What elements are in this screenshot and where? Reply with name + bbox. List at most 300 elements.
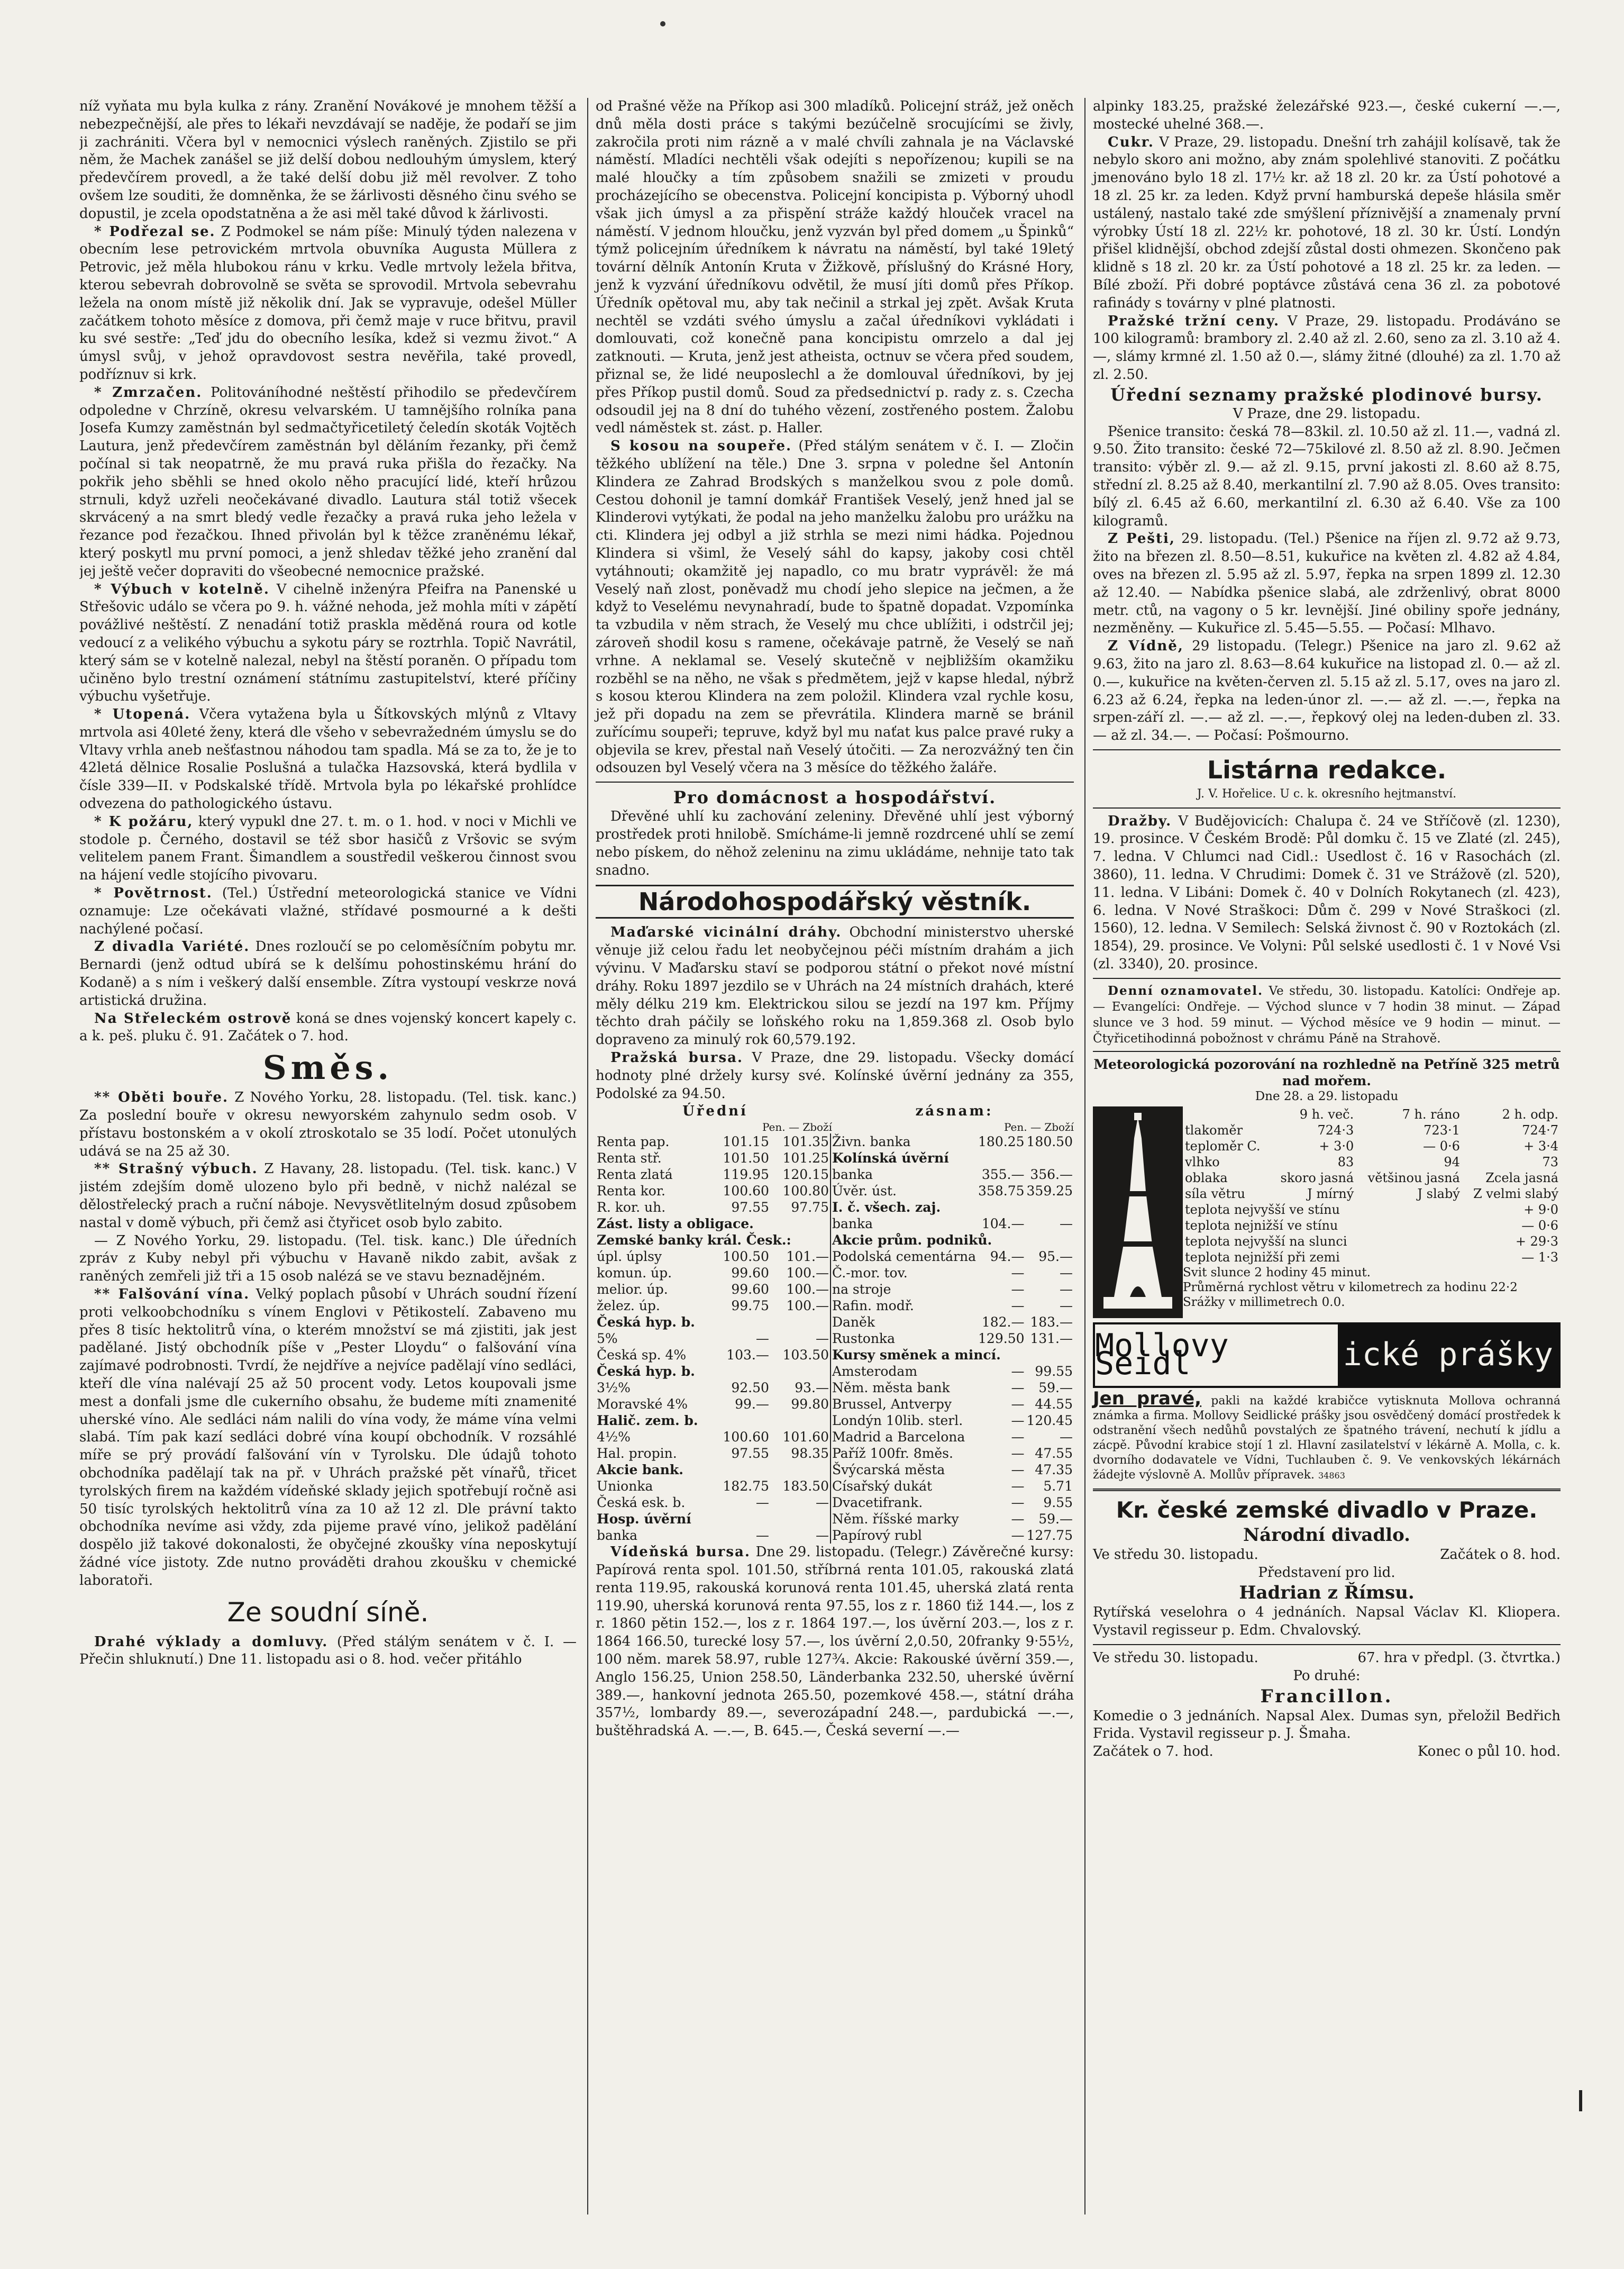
quote-value: 100.50: [723, 1249, 769, 1265]
quote-row: [831, 1150, 1074, 1166]
quote-label: Renta kor.: [597, 1183, 665, 1199]
quote-row: [596, 1215, 831, 1232]
article-heading: Cukr.: [1108, 134, 1154, 150]
meteo-label: teplota nejnižší při zemi: [1185, 1249, 1340, 1265]
theatre-1-desc: Rytířská veselohra o 4 jednáních. Napsal Václav Kl. Kliopera. Vystavil regisseur p. Edm. Chvalovský.: [1093, 1604, 1561, 1639]
article-body: koná se dnes vojenský koncert kapely c. a k. peš. pluku č. 91. Začátek o 7. hod.: [79, 1010, 577, 1045]
quote-value: 355.—: [981, 1167, 1025, 1183]
quote-label: Podolská cementárna: [832, 1249, 977, 1265]
article-body: který vypukl dne 27. t. m. o 1. hod. v noci v Michli ve stodole p. Černého, dostavil se též sbor hasičů z Vršovic se svým velitelem panem Frant. Šimandlem a soustředil veškerou činnost svou na hájení vedle stojícího pivovaru.: [79, 813, 577, 884]
listarna-sub: J. V. Hořelice. U c. k. okresního hejtmanství.: [1197, 787, 1457, 801]
quote-label: banka: [832, 1167, 873, 1183]
quote-row: [596, 1314, 831, 1330]
quote-value: 131.—: [1030, 1331, 1073, 1347]
meteo-temp-row: [1183, 1249, 1561, 1265]
section-title-vestnik: Národohospodářský věstník.: [596, 885, 1074, 919]
article-body: Politováníhodné neštěstí přihodilo se předevčírem odpoledne v Chrzíně, okresu velvarském. U tamnějšího rolníka pana Josefa Kumzy zaměstnán byl sedmačtyřicetiletý čeledín skoták Vojtěch Lautura, jenž předevčírem zaměstnán byl děláním řezanky, při čemž počínal si tak neopatrně, že mu pravá ruka přišla do řezačky. Na pokřik jeho sběhli se hned okolo něho pracující lidé, kteří hrůzou strnuli, když uzřeli neočekávané divadlo. Lautura stál totiž všecek skrvácený a na smrt bledý vedle řezačky a pravá ruka jeho ležela v řezance pod řezačkou. Ihned přivolán byl k těžce zraněnému lékař, který poskytl mu první pomoci, a jenž shledav těžké jeho zranění dal jej ještě večer dopraviti do všeobecné nemocnice pražské.: [79, 384, 577, 579]
meteo-rows: [1183, 1122, 1561, 1202]
quote-value: 180.25: [978, 1134, 1025, 1150]
quote-value: 9.55: [1043, 1495, 1073, 1511]
quote-value: —: [1011, 1495, 1025, 1511]
meteo-title: Meteorologická pozorování na rozhledně na Petříně 325 metrů nad mořem.: [1093, 1056, 1560, 1088]
article-heading: * Podřezal se.: [94, 223, 216, 240]
quote-row: [831, 1314, 1074, 1330]
article-heading: Maďarské vicinální dráhy.: [610, 924, 842, 941]
quote-label: Kolínská úvěrní: [832, 1150, 949, 1166]
meteo-row: [1183, 1122, 1561, 1138]
quote-row: [596, 1379, 831, 1396]
article-body: Z Havany, 28. listopadu. (Tel. tisk. kanc.) V jistém zdejším domě ulozeno bylo při bedně, v nichž nalézal se dělostřelecký prach a ruční náboje. Nevysvětlitelným dosud způsobem nastal v domě výbuch, při čemž asi čtyřicet osob bylo zabito.: [79, 1161, 577, 1231]
meteo-sunshine: Svit slunce 2 hodiny 45 minut.: [1183, 1265, 1371, 1279]
meteo-value: — 0·6: [1521, 1218, 1558, 1233]
meteo-value: + 3·0: [1319, 1138, 1354, 1154]
quote-label: Paříž 100fr. 8měs.: [832, 1446, 953, 1462]
section-title-smes: Směs.: [262, 1048, 394, 1087]
meteo-value: 724·7: [1522, 1122, 1558, 1138]
article-podrezal: [79, 223, 577, 384]
article-povetrnost: [79, 885, 577, 938]
section-title-domacnost: Pro domácnost a hospodářství.: [673, 787, 997, 808]
quote-value: 99.—: [735, 1396, 769, 1412]
quote-value: —: [815, 1528, 829, 1544]
quote-label: úpl. úplsy: [597, 1249, 662, 1265]
quote-label: Papírový rubl: [832, 1528, 922, 1544]
quote-row: [596, 1166, 831, 1183]
divider: [1093, 1644, 1561, 1645]
quote-label: R. kor. uh.: [597, 1200, 666, 1215]
quote-value: —: [1011, 1528, 1025, 1544]
theatre-2-desc: Komedie o 3 jednáních. Napsal Alex. Dumas syn, přeložil Bedřich Frida. Vystavil regisseur p. J. Šmaha.: [1093, 1708, 1561, 1742]
article-heading: ** Falšování vína.: [94, 1286, 250, 1302]
article-heading: * Povětrnost.: [94, 885, 213, 902]
theatre-2-end: Konec o půl 10. hod.: [1417, 1744, 1561, 1760]
quote-value: —: [815, 1331, 829, 1347]
theatre-1-day: Ve středu 30. listopadu.: [1093, 1546, 1258, 1563]
meteo-label: teplota nejvyšší na slunci: [1185, 1233, 1347, 1249]
quote-label: 4½%: [597, 1429, 631, 1445]
meteo-value: Z velmi slabý: [1473, 1186, 1558, 1201]
quote-label: Rustonka: [832, 1331, 895, 1347]
article-heading: ** Strašný výbuch.: [94, 1161, 258, 1177]
meteo-label: síla větru: [1185, 1186, 1245, 1201]
quote-row: [596, 1445, 831, 1462]
quote-value: —: [1011, 1364, 1025, 1379]
article-body: Velký poplach působí v Uhrách soudní řízení proti velkoobchodníku s vínem Englovi v Pětikostelí. Zabaveno mu přes 8 tisíc hektolitrů vína, o kterém množství se má zjistiti, jak jest padělané. Jistý obchodník píše v „Pester Lloydu“ o falšování vína zajímavé podrobnosti. Tvrdí, že nejdříve a nejvíce padělají víno sedláci, kteří dle vína nalévají 25 až 50 procent vody. Letos koupovali jsme mest a donfali jsme dle cukerního obsahu, že budeme míti znamenité uherské víno. Ale sedláci nám nalili do vína vody, že máme vína velmi slabá. Tím pak kazí sedláci dobré vína koupí obchodník. V rozsáhlé míře se prý provádí falšování vín v Tyrolsku. Dle údajů tohoto obchodníka padělají tak na př. v Uhrách pražské pět vínařů, třicet tyrolských firem na každém vídeňské sklady jejich spotřebují ročně asi 50 tisíc tyrolských hektolitrů vína za 10 až 12 zl. Dle právní takto obchodníka nevíme asi vždy, zda pijeme pravé víno, jelikož padělání dospělo již takové dokonalosti, že obyčejné zkoušky vína neposkytují žádné více jistoty. Zde nutno prováděti drahou zkoušku v chemické laboratoři.: [79, 1286, 577, 1589]
divider: [596, 782, 1074, 783]
theatre-title: Kr. české zemské divadlo v Praze.: [1116, 1496, 1538, 1523]
article-burza: [596, 1049, 1074, 1103]
theatre-2-note: 67. hra v předpl. (3. čtvrtka.): [1357, 1650, 1561, 1666]
article-pest: [1093, 530, 1561, 638]
ad-text: [1093, 1387, 1561, 1483]
quote-label: Renta zlatá: [597, 1167, 673, 1183]
divider: [1093, 978, 1561, 979]
article-heading: Pražská bursa.: [610, 1050, 743, 1066]
article-continuation: alpinky 183.25, pražské železářské 923.—, české cukerní —.—, mostecké uhelné 368.—.: [1093, 98, 1561, 132]
quote-row: [596, 1527, 831, 1544]
quote-value: —: [1011, 1446, 1025, 1462]
quote-row: [596, 1363, 831, 1379]
article-body: Ve středu, 30. listopadu. Katolíci: Ondřeje ap. — Evangelíci: Ondřeje. — Východ slunce v 7 hodin 38 minut. — Západ slunce ve 3 hod. 59 minut. — Východ měsíce ve 9 hodin — minut. — Čtyřicetihodinná pobožnost v chrámu Páně na Strahově.: [1093, 984, 1561, 1046]
quote-row: [831, 1199, 1074, 1215]
quote-label: Hal. propin.: [597, 1446, 677, 1462]
quote-value: 359.25: [1026, 1183, 1073, 1199]
quote-value: 93.—: [795, 1380, 829, 1396]
article-body: Dne 29. listopadu. (Telegr.) Závěrečné kursy: Papírová renta spol. 101.50, stříbrná renta 101.05, rakouská zlatá renta 119.95, rakouská korunová renta 101.45, uherská zlatá renta 119.90, uherská korunová renta 97.55, los z r. 1860 ťiž 144.—, los z r. 1860 pětin 152.—, los z r. 1864 197.—, los úvěrní 203.—, los z r. 1864 166.50, turecké losy 57.—, los úvěrní 2,0.50, 20franky 9·55½, 100 něm. marek 58.97, ruble 127¾. Akcie: Rakouské úvěrní 359.—, Anglo 156.25, Union 258.50, Länderbanka 232.50, uherské úvěrní 389.—, hankovní jednota 265.50, pozemkové 458.—, státní dráha 357½, lombardy 89.—, severozápadní 248.—, pardubická —.—, buštěhradská A. —.—, B. 645.—, Česká severní —.—: [596, 1544, 1074, 1739]
quote-row: [596, 1248, 831, 1265]
article-body: Z Podmokel se nám píše: Minulý týden nalezena v obecním lese petrovickém mrtvola obuvníka Augusta Müllera z Petrovic, jež měla hlubokou ránu v krku. Vedle mrtvoly ležela břitva, kterou sebevrah dobrovolně se světa se sprovodil. Mrtvola sebevrahu ležela na onom místě již několik dní. Jak se vypravuje, odešel Müller začátkem tohoto měsíce z domova, při čemž maje v ruce břitvu, pravil ku své sestře: „Teď jdu do obecního lesíka, kdež si vezmu život.“ A úmysl svůj, v jehož opravdovost sestra nevěřila, také provedl, podříznuv si krk.: [79, 223, 577, 383]
article-utopena: [79, 706, 577, 813]
quote-value: 99.60: [731, 1265, 769, 1281]
quote-row: [831, 1511, 1074, 1527]
edge-mark: [1579, 2090, 1582, 2111]
column-2: [587, 98, 1074, 2214]
quote-value: 182.—: [981, 1314, 1025, 1330]
quote-row: [831, 1379, 1074, 1396]
article-body: (Tel.) Ústřední meteorologická stanice ve Vídni oznamuje: Lze očekávati vlažné, střídavé posmourné a k dešti nachýlené počasí.: [79, 885, 577, 937]
meteo-label: teplota nejvyšší ve stínu: [1185, 1202, 1340, 1217]
article-heading: Z divadla Variété.: [94, 939, 250, 955]
quote-row: [831, 1215, 1074, 1232]
quote-label: I. č. všech. zaj.: [832, 1200, 941, 1215]
theatre-2-name: Francillon.: [1260, 1685, 1393, 1707]
quote-value: 183.50: [782, 1478, 829, 1494]
quote-value: 47.35: [1035, 1462, 1073, 1478]
meteo-temp-row: [1183, 1218, 1561, 1233]
article-heading: Drahé výklady a domluvy.: [94, 1633, 329, 1650]
quote-row: [831, 1527, 1074, 1544]
article-heading: * Výbuch v kotelně.: [94, 581, 270, 597]
quote-value: 59.—: [1038, 1511, 1073, 1527]
article-body: Z Nového Yorku, 28. listopadu. (Tel. tisk. kanc.) Za poslední bouře v okresu newyorském zahynulo sedm osob. V přístavu bostonském a v okolí ztroskotalo se 35 lodí. Počet utonulých udává se na 25 až 30.: [79, 1090, 577, 1159]
section-title-seznam: Úřední seznamy pražské plodinové bursy.: [1110, 384, 1543, 405]
quotes-pen-left: Pen. — Zboží: [762, 1121, 832, 1134]
quote-label: Madrid a Barcelona: [832, 1429, 965, 1445]
article-heading: * Zmrzačen.: [94, 384, 203, 401]
quote-label: Česká hyp. b.: [597, 1364, 695, 1379]
quote-row: [596, 1232, 831, 1248]
quote-value: 97.55: [731, 1200, 769, 1215]
quote-label: 3½%: [597, 1380, 631, 1396]
quote-row: [596, 1150, 831, 1166]
meteo-label: oblaka: [1185, 1170, 1228, 1185]
ad-body: pakli na každé krabičce vytisknuta Mollova ochranná známka a firma. Mollovy Seidlické prášky jsou osvědčený domácí prostředek k odstranění všech nedůhů povstalých ze špatného trávení, nechutí k jídlu a zácpě. Původní krabice stojí 1 zl. Hlavní zasilatelství v lékárně A. Molla, c. k. dvorního dodavatele ve Vídni, Tuchlauben č. 9. Ve venkovských lékárnách žádejte výslovně A. Mollův přípravek.: [1093, 1394, 1561, 1482]
article-viden: [1093, 638, 1561, 745]
quote-value: —: [1011, 1478, 1025, 1494]
article-body: Včera vytažena byla u Šítkovských mlýnů z Vltavy mrtvola asi 40leté ženy, která dle všeho v sebevražedném úmyslu se do Vltavy vrhla aneb nešťastnou náhodou tam spadla. Má se za to, že je to 42letá dělnice Rosalie Poslušná a tulačka Hazsovská, která bydlila v čísle 339—II. v Podskalské třídě. Mrtvola byla po lékařské prohlídce odvezena do pathologického ústavu.: [79, 706, 577, 812]
ad-banner-right: ické prášky: [1338, 1324, 1558, 1386]
ad-banner-left: Mollovy Seidl: [1095, 1327, 1229, 1382]
quote-label: melior. úp.: [597, 1282, 668, 1297]
column-3: [1084, 98, 1561, 2214]
quote-label: Císařský dukát: [832, 1478, 933, 1494]
quote-row: [831, 1494, 1074, 1511]
divider: [1093, 1489, 1561, 1491]
theatre-sub: Národní divadlo.: [1243, 1524, 1411, 1546]
quote-label: Rafin. modř.: [832, 1298, 914, 1314]
quote-row: [596, 1183, 831, 1199]
quote-value: —: [1060, 1265, 1073, 1281]
quote-value: 99.55: [1035, 1364, 1073, 1379]
divider: [1093, 1051, 1561, 1052]
quote-value: —: [1060, 1298, 1073, 1314]
quote-row: [596, 1281, 831, 1297]
article-novy-york: — Z Nového Yorku, 29. listopadu. (Tel. tisk. kanc.) Dle úředních zpráv z Kuby nebyl při výbuchu v Havaně nikdo zabit, avšak z raněných zemřeli již tři a 15 osob nalézá se ve stavu beznadějném.: [79, 1232, 577, 1285]
quote-value: —: [1011, 1511, 1025, 1527]
article-strelecky: [79, 1010, 577, 1046]
quotes-table-left: [596, 1133, 831, 1544]
meteo-label: teploměr C.: [1185, 1138, 1261, 1154]
quote-value: —: [1011, 1396, 1025, 1412]
quote-label: želez. úp.: [597, 1298, 660, 1314]
article-body: 29. listopadu. (Tel.) Pšenice na říjen zl. 9.72 až 9.73, žito na březen zl. 8.50—8.51, kukuřice na květen zl. 4.82 až 4.84, oves na březen zl. 5.95 až zl. 5.97, řepka na srpen 1899 zl. 12.30 až 12.40. — Nabídka pšenice slabá, ale zdrženlivý, obrat 8000 metr. ctů, na vagony o 5 kr. levnější. Jiné obiliny spoře jednány, nezměněny. — Kukuřice zl. 5.45—5.55. — Počasí: Mlhavo.: [1093, 531, 1561, 637]
quote-label: 5%: [597, 1331, 618, 1347]
article-heading: Pražské tržní ceny.: [1108, 313, 1280, 329]
quote-label: banka: [597, 1528, 638, 1544]
article-heading: Na Střeleckém ostrově: [94, 1010, 292, 1027]
theatre-1-start: Začátek o 8. hod.: [1440, 1546, 1561, 1563]
quote-row: [831, 1347, 1074, 1363]
quote-row: [596, 1330, 831, 1347]
quote-value: 129.50: [978, 1331, 1025, 1347]
quote-value: 92.50: [731, 1380, 769, 1396]
quotes-subheading: [596, 1121, 1074, 1133]
article-body: Obchodní ministerstvo uherské věnuje již celou řadu let neobyčejnou péči místním drahám a jich vývinu. V Maďarsku staví se podporou státní o překot nové místní dráhy. Roku 1897 jezdilo se v Uhrách na 24 místních drahách, které měly délku 219 km. Elektrickou silou se jezdí na 197 km. Příjmy těchto drah páčily se loňského roku na 1,859.368 zl. Osob bylo dopraveno za minulý rok 60,579.192.: [596, 924, 1074, 1048]
theatre-1-note: Představení pro lid.: [1258, 1564, 1395, 1581]
meteo-temp-row: [1183, 1233, 1561, 1249]
meteo-value: 724·3: [1317, 1122, 1354, 1138]
quote-value: 100.80: [782, 1183, 829, 1199]
quote-value: —: [1011, 1298, 1025, 1314]
article-heading: ** Oběti bouře.: [94, 1090, 229, 1106]
article-heading: Z Vídně,: [1108, 638, 1184, 655]
article-vybuch-kotelne: [79, 581, 577, 706]
quote-value: 97.55: [731, 1446, 769, 1462]
quote-row: [831, 1248, 1074, 1265]
ad-code: 34863: [1318, 1470, 1345, 1481]
article-denni: [1093, 983, 1561, 1047]
article-kosou: [596, 438, 1074, 777]
quotes-table-right: [831, 1133, 1074, 1544]
quote-row: [596, 1297, 831, 1314]
article-videnska: [596, 1544, 1074, 1740]
quotes-table: [596, 1133, 1074, 1544]
quote-value: 120.15: [782, 1167, 829, 1183]
quote-value: 120.45: [1026, 1413, 1073, 1429]
meteo-col-head: 7 h. ráno: [1402, 1106, 1460, 1122]
quote-value: 100.—: [786, 1282, 829, 1297]
quote-value: 95.—: [1038, 1249, 1073, 1265]
quote-value: 100.—: [786, 1265, 829, 1281]
meteo-header-row: [1183, 1106, 1561, 1122]
quote-value: —: [1011, 1429, 1025, 1445]
meteo-value: 83: [1337, 1154, 1354, 1169]
article-heading: * K požáru,: [94, 813, 194, 830]
article-body: V Budějovicích: Chalupa č. 24 ve Stříčově (zl. 1230), 19. prosince. V Českém Brodě: Půl domku č. 15 ve Zlaté (zl. 245), 7. ledna. V Chlumci nad Cidl.: Usedlost č. 16 v Rasochách (zl. 3860), 11. ledna. V Chrudimi: Domek č. 31 ve Strážově (zl. 520), 11. ledna. V Libáni: Domek č. 40 v Dolních Rokytanech (zl. 423), 6. ledna. V Nové Straškoci: Dům č. 299 v Nové Straškoci (zl. 1560), 12. ledna. V Semilech: Selská živnost č. 90 v Roztokách (zl. 1854), 29. prosince. Ve Volyni: Půl selské usedlosti č. 1 v Nové Vsi (zl. 3340), 20. prosince.: [1093, 813, 1561, 973]
theatre-2-row: [1093, 1649, 1561, 1667]
quote-row: [596, 1199, 831, 1215]
meteo-label: vlhko: [1185, 1154, 1220, 1169]
quote-value: 99.75: [731, 1298, 769, 1314]
quote-value: 99.80: [791, 1396, 829, 1412]
quote-value: —: [755, 1495, 769, 1511]
theatre-2-start: Začátek o 7. hod.: [1093, 1744, 1214, 1760]
article-body: V Praze, 29. listopadu. Prodáváno se 100 kilogramů: brambory zl. 2.40 až zl. 2.60, seno za zl. 3.10 až 4.—, slámy krmné zl. 1.50 až 0.—, slámy žitné (dlouhé) za zl. 1.70 až zl. 2.50.: [1093, 313, 1561, 383]
quote-row: [596, 1494, 831, 1511]
quote-label: Dvacetifrank.: [832, 1495, 923, 1511]
quote-label: Švýcarská města: [832, 1462, 945, 1478]
article-k-pozaru: [79, 813, 577, 885]
quote-label: Daněk: [832, 1314, 875, 1330]
quote-value: —: [815, 1495, 829, 1511]
meteo-value: — 0·6: [1423, 1138, 1460, 1154]
quote-row: [831, 1133, 1074, 1150]
meteo-temp-row: [1183, 1202, 1561, 1218]
article-heading: Z Pešti,: [1108, 531, 1175, 547]
meteo-col-head: 9 h. več.: [1299, 1106, 1354, 1122]
quote-row: [596, 1412, 831, 1429]
quote-label: banka: [832, 1216, 873, 1232]
quote-row: [831, 1412, 1074, 1429]
quote-value: 5.71: [1043, 1478, 1073, 1494]
quote-value: 119.95: [723, 1167, 769, 1183]
meteo-row: [1183, 1154, 1561, 1170]
article-divadlo: [79, 938, 577, 1010]
quotes-heading: [596, 1103, 1074, 1121]
petrin-tower-icon: [1093, 1106, 1183, 1318]
section-title-soud: Ze soudní síně.: [227, 1596, 429, 1628]
quote-row: [831, 1445, 1074, 1462]
article-seznam: Pšenice transito: česká 78—83kil. zl. 10.50 až zl. 11.—, vadná zl. 9.50. Žito transito: české 72—75kilové zl. 8.50 až zl. 8.90. Ječmen transito: výběr zl. 9.— až zl. 9.15, první jakosti zl. 8.60 až 8.75, střední zl. 8.25 až 8.40, merkantilní zl. 7.90 až 8.05. Oves transito: bílý zl. 6.45 až 6.60, merkantilní zl. 6.30 až 6.40. Vše za 100 kilogramů.: [1093, 423, 1561, 529]
quote-row: [831, 1330, 1074, 1347]
meteo-value: — 1·3: [1521, 1249, 1558, 1265]
quote-row: [596, 1462, 831, 1478]
meteo-value: 73: [1542, 1154, 1558, 1169]
quote-row: [596, 1347, 831, 1363]
quote-row: [596, 1511, 831, 1527]
page-dot: [660, 21, 665, 26]
divider: [1093, 807, 1561, 809]
article-body: (Před stálým senátem v č. I. — Zločin těžkého ublížení na těle.) Dne 3. srpna v poledne šel Antonín Klindera ze Zahrad Brodských s manželkou svou z pole domů. Cestou dohonil je tamní domkář František Veselý, jenž hned jal se Klinderovi vytýkati, že podal na jeho manželku žalobu pro urážku na cti. Klindera jej odbyl a již strhla se mezi nimi hádka. Pojednou Klindera si všiml, že Veselý sáhl do kapsy, jakoby cosi chtěl vytáhnouti; okamžitě jej napadlo, co mu bratr vyprávěl: že má Veselý naň zlost, poněvadž mu chodí jeho slepice na ječmen, a že když to Veselému nevynahradí, bude to špatně dopadat. Vzpomínka ta vzbudila v něm strach, že Veselý mu chce ublížiti, i odstrčil jej; zároveň shodil kosu s ramene, očekávaje patrně, že Veselý se naň vrhne. A neklamal se. Veselý skutečně v nejbližším okamžiku rozběhl se na něho, ne však s předmětem, jejž v kapse hledal, nýbrž s kosou kterou Klindera na zem položil. Klindera vzal rychle kosu, jež při dopadu na zem se převrátila. Klindera marně se bránil zuřícímu soupeři; tepruve, když byl mu naťat kus palce pravé ruky a objevila se krev, přestal naň Veselý útočiti. — Za nerozvážný ten čin odsouzen byl Veselý včera na 3 měsíce do těžkého žaláře.: [596, 438, 1074, 776]
article-body: Dnes rozloučí se po celoměsíčním pobytu mr. Bernardi (jenž odtud ubírá se k delšímu pohostinskému hrání do Kodaně) a s ním i veškerý další ensemble. Zítra vystoupí veskrze nová artistická družina.: [79, 939, 577, 1009]
quote-row: [831, 1232, 1074, 1248]
quote-value: 101.—: [786, 1249, 829, 1265]
meteo-row: [1183, 1186, 1561, 1202]
newspaper-page: [79, 98, 1561, 2214]
meteo-temps-table: [1183, 1202, 1561, 1265]
quote-value: 47.55: [1035, 1446, 1073, 1462]
article-drahe: [79, 1633, 577, 1669]
quote-label: na stroje: [832, 1282, 891, 1297]
article-zmrzacen: [79, 384, 577, 581]
ad-jen: Jen pravé,: [1093, 1387, 1202, 1409]
article-continuation: od Prašné věže na Příkop asi 300 mladíků. Policejní stráž, jež oněch dnů měla dosti práce s takými bezúčelně srocujícími se živly, zakročila proti nim rázně a v malé chvíli zahnala je na Václavské náměstí. Mladíci nechtěli však odejíti s nepořízenou; kupili se na malé hloučky a tím způsobem snažili se zmizeti v proudu procházejícího se obecenstva. Policejní koncipista p. Výborný uhodl však jich úmysl a za přispění stráže každý hlouček vracel na náměstí. V jednom hloučku, jenž vyzván byl před domem „u Špinků“ týmž policejním úředníkem k návratu na náměstí, byl také 19letý tovární dělník Antonín Kruta v Žižkově, příslušný do Krásné Hory, jenž k vyzvání úředníkovu odvětil, že musí jíti domů přes Příkop. Úředník opětoval mu, aby tak nečinil a strkal jej zpět. Avšak Kruta nechtěl se vzdáti svého úmyslu a začal úředníkovi vykládati i domlouvati, což konečně pana koncipistu omrzelo a dal jej zatknouti. — Kruta, jenž jest atheista, octnuv se včera před soudem, přiznal se, že lidé neuposlechl a že domlouval úředníkovi, by jej přes Příkop pustil domů. Soud za předsednictví p. rady z. s. Czecha odsoudil jej na 8 dní do tuhého vězení, zostřeného postem. Žalobu vedl náměstek st. zást. p. Haller.: [596, 98, 1074, 437]
quote-label: Hosp. úvěrní: [597, 1511, 691, 1527]
article-heading: * Utopená.: [94, 706, 191, 723]
article-heading: Dražby.: [1108, 813, 1172, 829]
theatre-2-times: [1093, 1743, 1561, 1761]
quote-row: [596, 1429, 831, 1445]
quote-row: [831, 1297, 1074, 1314]
meteo-value: J mírný: [1307, 1186, 1354, 1201]
quote-value: —: [1011, 1282, 1025, 1297]
quote-value: —: [755, 1331, 769, 1347]
quote-value: 104.—: [981, 1216, 1025, 1232]
article-heading: Denní oznamovatel.: [1108, 983, 1263, 998]
quote-value: 100.—: [786, 1298, 829, 1314]
quote-value: 59.—: [1038, 1380, 1073, 1396]
quote-value: 97.75: [791, 1200, 829, 1215]
column-1: [79, 98, 577, 2214]
ad-banner-mollovy: [1093, 1322, 1561, 1388]
quote-value: 127.75: [1026, 1528, 1073, 1544]
quote-value: 183.—: [1030, 1314, 1073, 1330]
quote-row: [596, 1396, 831, 1412]
quote-label: Něm. říšské marky: [832, 1511, 959, 1527]
quote-row: [831, 1429, 1074, 1445]
quote-row: [831, 1183, 1074, 1199]
quote-row: [596, 1133, 831, 1150]
quote-row: [831, 1166, 1074, 1183]
quote-value: 98.35: [791, 1446, 829, 1462]
article-body: 29 listopadu. (Telegr.) Pšenice na jaro zl. 9.62 až 9.63, žito na jaro zl. 8.63—8.64 kukuřice na listopad zl. 0.— až zl. 0.—, kukuřice na květen-červen zl. 5.15 až zl. 5.17, oves na jaro zl. 6.23 až 6.24, řepka na leden-únor zl. —.— až zl. —.—, řepka na srpen-září zl. —.— až zl. —.—, řepkový olej na leden-duben zl. 33.— až zl. 34.—. — Počasí: Pošmourno.: [1093, 638, 1561, 744]
article-body: V Praze, dne 29. listopadu. Všecky domácí hodnoty plné držely kursy své. Kolínské úvěrní jednány za 355, Podolské za 94.50.: [596, 1050, 1074, 1102]
quote-value: 94.—: [990, 1249, 1025, 1265]
article-strasny: [79, 1160, 577, 1232]
meteo-value: 723·1: [1424, 1122, 1460, 1138]
quote-label: Česká hyp. b.: [597, 1314, 695, 1330]
article-heading: S kosou na soupeře.: [610, 438, 792, 455]
quote-value: 44.55: [1035, 1396, 1073, 1412]
article-madarske: [596, 924, 1074, 1049]
article-cukr: [1093, 134, 1561, 313]
meteo-label: tlakoměr: [1185, 1122, 1243, 1138]
quote-value: 101.35: [782, 1134, 829, 1150]
meteo-rain: Srážky v millimetrech 0.0.: [1183, 1295, 1345, 1309]
quote-row: [596, 1265, 831, 1281]
meteo-row: [1183, 1170, 1561, 1186]
quote-value: —: [1011, 1380, 1025, 1396]
quotes-pen-right: Pen. — Zboží: [1003, 1121, 1074, 1134]
article-body: V cihelně inženýra Pfeifra na Panenské u Střešovic událo se včera po 9. h. vážné nehoda, jež mohla míti v zápětí povážlivé neštěstí. Z nenadání totiž praskla měděná roura od kotle vedoucí z a velikého výbuchu a sykotu páry se roztrhla. Topič Navrátil, který sám se v kotelně nalezal, nebyl na štěstí poraněn. O případu tom učiněno bylo trestní oznámení státnímu zastupitelství, které příčiny výbuchu vyšetřuje.: [79, 581, 577, 705]
quote-label: Česká esk. b.: [597, 1495, 686, 1511]
quote-value: 103.50: [782, 1347, 829, 1363]
quote-value: 182.75: [723, 1478, 769, 1494]
article-falsovani: [79, 1286, 577, 1590]
quote-label: Zást. listy a obligace.: [597, 1216, 754, 1232]
meteo-value: 94: [1444, 1154, 1460, 1169]
article-obeti: [79, 1089, 577, 1160]
article-drazby: [1093, 813, 1561, 974]
theatre-1-name: Hadrian z Římsu.: [1239, 1582, 1415, 1604]
meteo-wind: Průměrná rychlost větru v kilometrech za hodinu 22·2: [1183, 1280, 1518, 1294]
meteo-value: J slabý: [1417, 1186, 1460, 1201]
quotes-heading-right: zásnam:: [915, 1103, 993, 1120]
quote-label: Amsterodam: [832, 1364, 918, 1379]
quote-row: [831, 1478, 1074, 1494]
meteo-value: většinou jasná: [1367, 1170, 1460, 1185]
article-drevene-uhli: Dřevěné uhlí ku zachování zeleniny. Dřevěné uhlí jest výborný prostředek proti hnilobě. Smícháme-li jemně rozdrcené uhlí se zemí nebo pískem, do něhož zeleninu na zimu ukládáme, nehnije tato tak snadno.: [596, 809, 1074, 878]
quote-label: Č.-mor. tov.: [832, 1265, 908, 1281]
article-body: (Před stálým senátem v č. I. — Přečin shluknutí.) Dne 11. listopadu asi o 8. hod. večer přitáhlo: [79, 1633, 577, 1668]
quote-value: —: [1011, 1462, 1025, 1478]
meteo-value: + 3·4: [1523, 1138, 1558, 1154]
quote-label: Zemské banky král. Česk.:: [597, 1232, 791, 1248]
meteo-table: [1183, 1106, 1561, 1202]
meteo-value: skoro jasná: [1280, 1170, 1354, 1185]
quotes-heading-left: Úřední: [682, 1103, 748, 1120]
quote-value: 101.60: [782, 1429, 829, 1445]
